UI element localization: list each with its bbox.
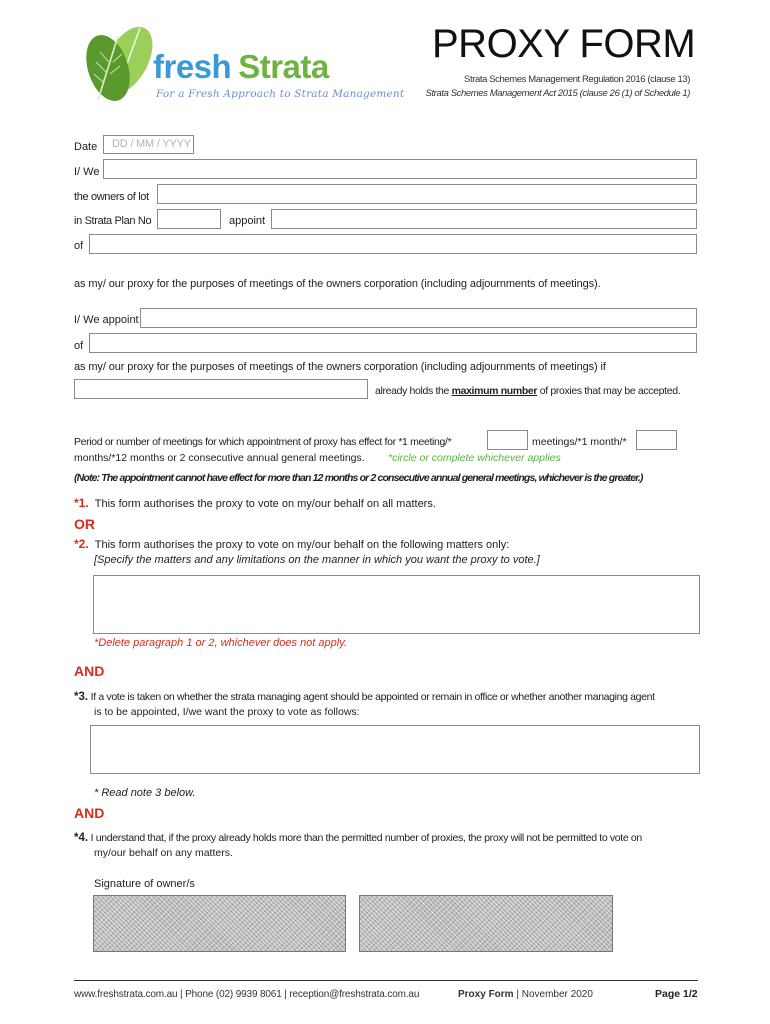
act-reference: Strata Schemes Management Act 2015 (clause 26 (1) of Schedule 1) [425, 88, 690, 99]
footer-divider [74, 980, 698, 981]
of-label-2: of [74, 340, 84, 352]
option-1 [74, 497, 436, 511]
page-number: Page 1/2 [655, 988, 698, 1000]
option-2 [74, 538, 509, 552]
brand-tagline: For a Fresh Approach to Strata Management [156, 88, 405, 100]
option-3-line-2: is to be appointed, I/we want the proxy to vote as follows: [94, 706, 360, 718]
footer-document [458, 988, 593, 1001]
option-2-text: This form authorises the proxy to vote on my/our behalf on the following matters only: [94, 539, 510, 551]
signature-box-2[interactable] [359, 895, 613, 952]
of-label: of [74, 240, 84, 252]
option-4-line-1: I understand that, if the proxy already holds more than the permitted number of proxies, the proxy will not be permitted to vote on [90, 832, 642, 844]
managing-agent-vote-textarea[interactable] [90, 725, 700, 774]
matters-textarea[interactable] [93, 575, 700, 634]
proxy-purpose-if-text: as my/ our proxy for the purposes of meetings of the owners corporation (including adjournments of meetings) if [74, 361, 606, 373]
meetings-count-field[interactable] [487, 430, 528, 450]
option-1-text: This form authorises the proxy to vote on my/our behalf on all matters. [94, 498, 436, 510]
period-text: Period or number of meetings for which appointment of proxy has effect for *1 meeting/* [74, 436, 452, 448]
date-placeholder: DD / MM / YYYY [112, 138, 191, 150]
read-note-3: * Read note 3 below. [94, 787, 196, 799]
delete-paragraph-note: *Delete paragraph 1 or 2, whichever does not apply. [94, 637, 347, 649]
appoint-label: appoint [229, 215, 266, 227]
option-2-specify: [Specify the matters and any limitations on the manner in which you want the proxy to vote.] [94, 554, 540, 566]
iwe-label: I/ We [74, 166, 100, 178]
circle-note: *circle or complete whichever applies [388, 452, 561, 464]
owners-of-lot-label: the owners of lot [74, 191, 149, 203]
strata-plan-field[interactable] [157, 209, 221, 229]
lot-number-field[interactable] [157, 184, 697, 204]
meetings-month-text: meetings/*1 month/* [532, 436, 627, 448]
maximum-number-text: maximum number [451, 385, 538, 397]
regulation-reference: Strata Schemes Management Regulation 2016 (clause 13) [464, 74, 690, 85]
date-label: Date [74, 141, 98, 153]
strata-plan-label: in Strata Plan No [74, 215, 152, 227]
already-holds-post: of proxies that may be accepted. [537, 385, 681, 397]
alternate-proxy-field[interactable] [140, 308, 697, 328]
and-divider-2: AND [74, 805, 105, 821]
alternate-address-field[interactable] [89, 333, 697, 353]
months-count-field[interactable] [636, 430, 677, 450]
proxy-address-field[interactable] [89, 234, 697, 254]
option-2-number: *2. [74, 537, 89, 551]
appointment-note: (Note: The appointment cannot have effect for more than 12 months or 2 consecutive annual general meetings, whichever is the greater.) [74, 472, 643, 484]
first-proxy-name-field[interactable] [74, 379, 368, 399]
option-3 [74, 691, 655, 704]
proxy-purpose-text: as my/ our proxy for the purposes of meetings of the owners corporation (including adjournments of meetings). [74, 278, 601, 290]
option-4-number: *4. [74, 832, 89, 844]
brand-name-strata: Strata [238, 48, 329, 85]
footer-document-name: Proxy Form [458, 989, 514, 1000]
signature-label: Signature of owner/s [94, 878, 195, 890]
owner-name-field[interactable] [103, 159, 697, 179]
option-3-number: *3. [74, 691, 89, 703]
logo [78, 22, 405, 104]
iwe-appoint-label: I/ We appoint [74, 314, 139, 326]
signature-box-1[interactable] [93, 895, 346, 952]
option-4-line-2: my/our behalf on any matters. [94, 847, 233, 859]
brand-name-fresh: fresh [153, 48, 232, 85]
or-divider: OR [74, 516, 95, 532]
months-text: months/*12 months or 2 consecutive annual general meetings. [74, 452, 365, 464]
already-holds-pre: already holds the [375, 385, 452, 397]
already-holds-text [375, 385, 680, 398]
and-divider-1: AND [74, 663, 105, 679]
option-3-line-1: If a vote is taken on whether the strata managing agent should be appointed or remain in office or whether another managing agent [90, 691, 655, 703]
footer-contact: www.freshstrata.com.au | Phone (02) 9939 8061 | reception@freshstrata.com.au [74, 989, 420, 1000]
page-title: PROXY FORM [432, 22, 696, 66]
proxy-name-field[interactable] [271, 209, 697, 229]
leaf-logo-icon [78, 22, 158, 104]
date-field[interactable] [103, 135, 194, 154]
option-4 [74, 832, 642, 845]
footer-date: | November 2020 [516, 989, 593, 1000]
option-1-number: *1. [74, 496, 89, 510]
